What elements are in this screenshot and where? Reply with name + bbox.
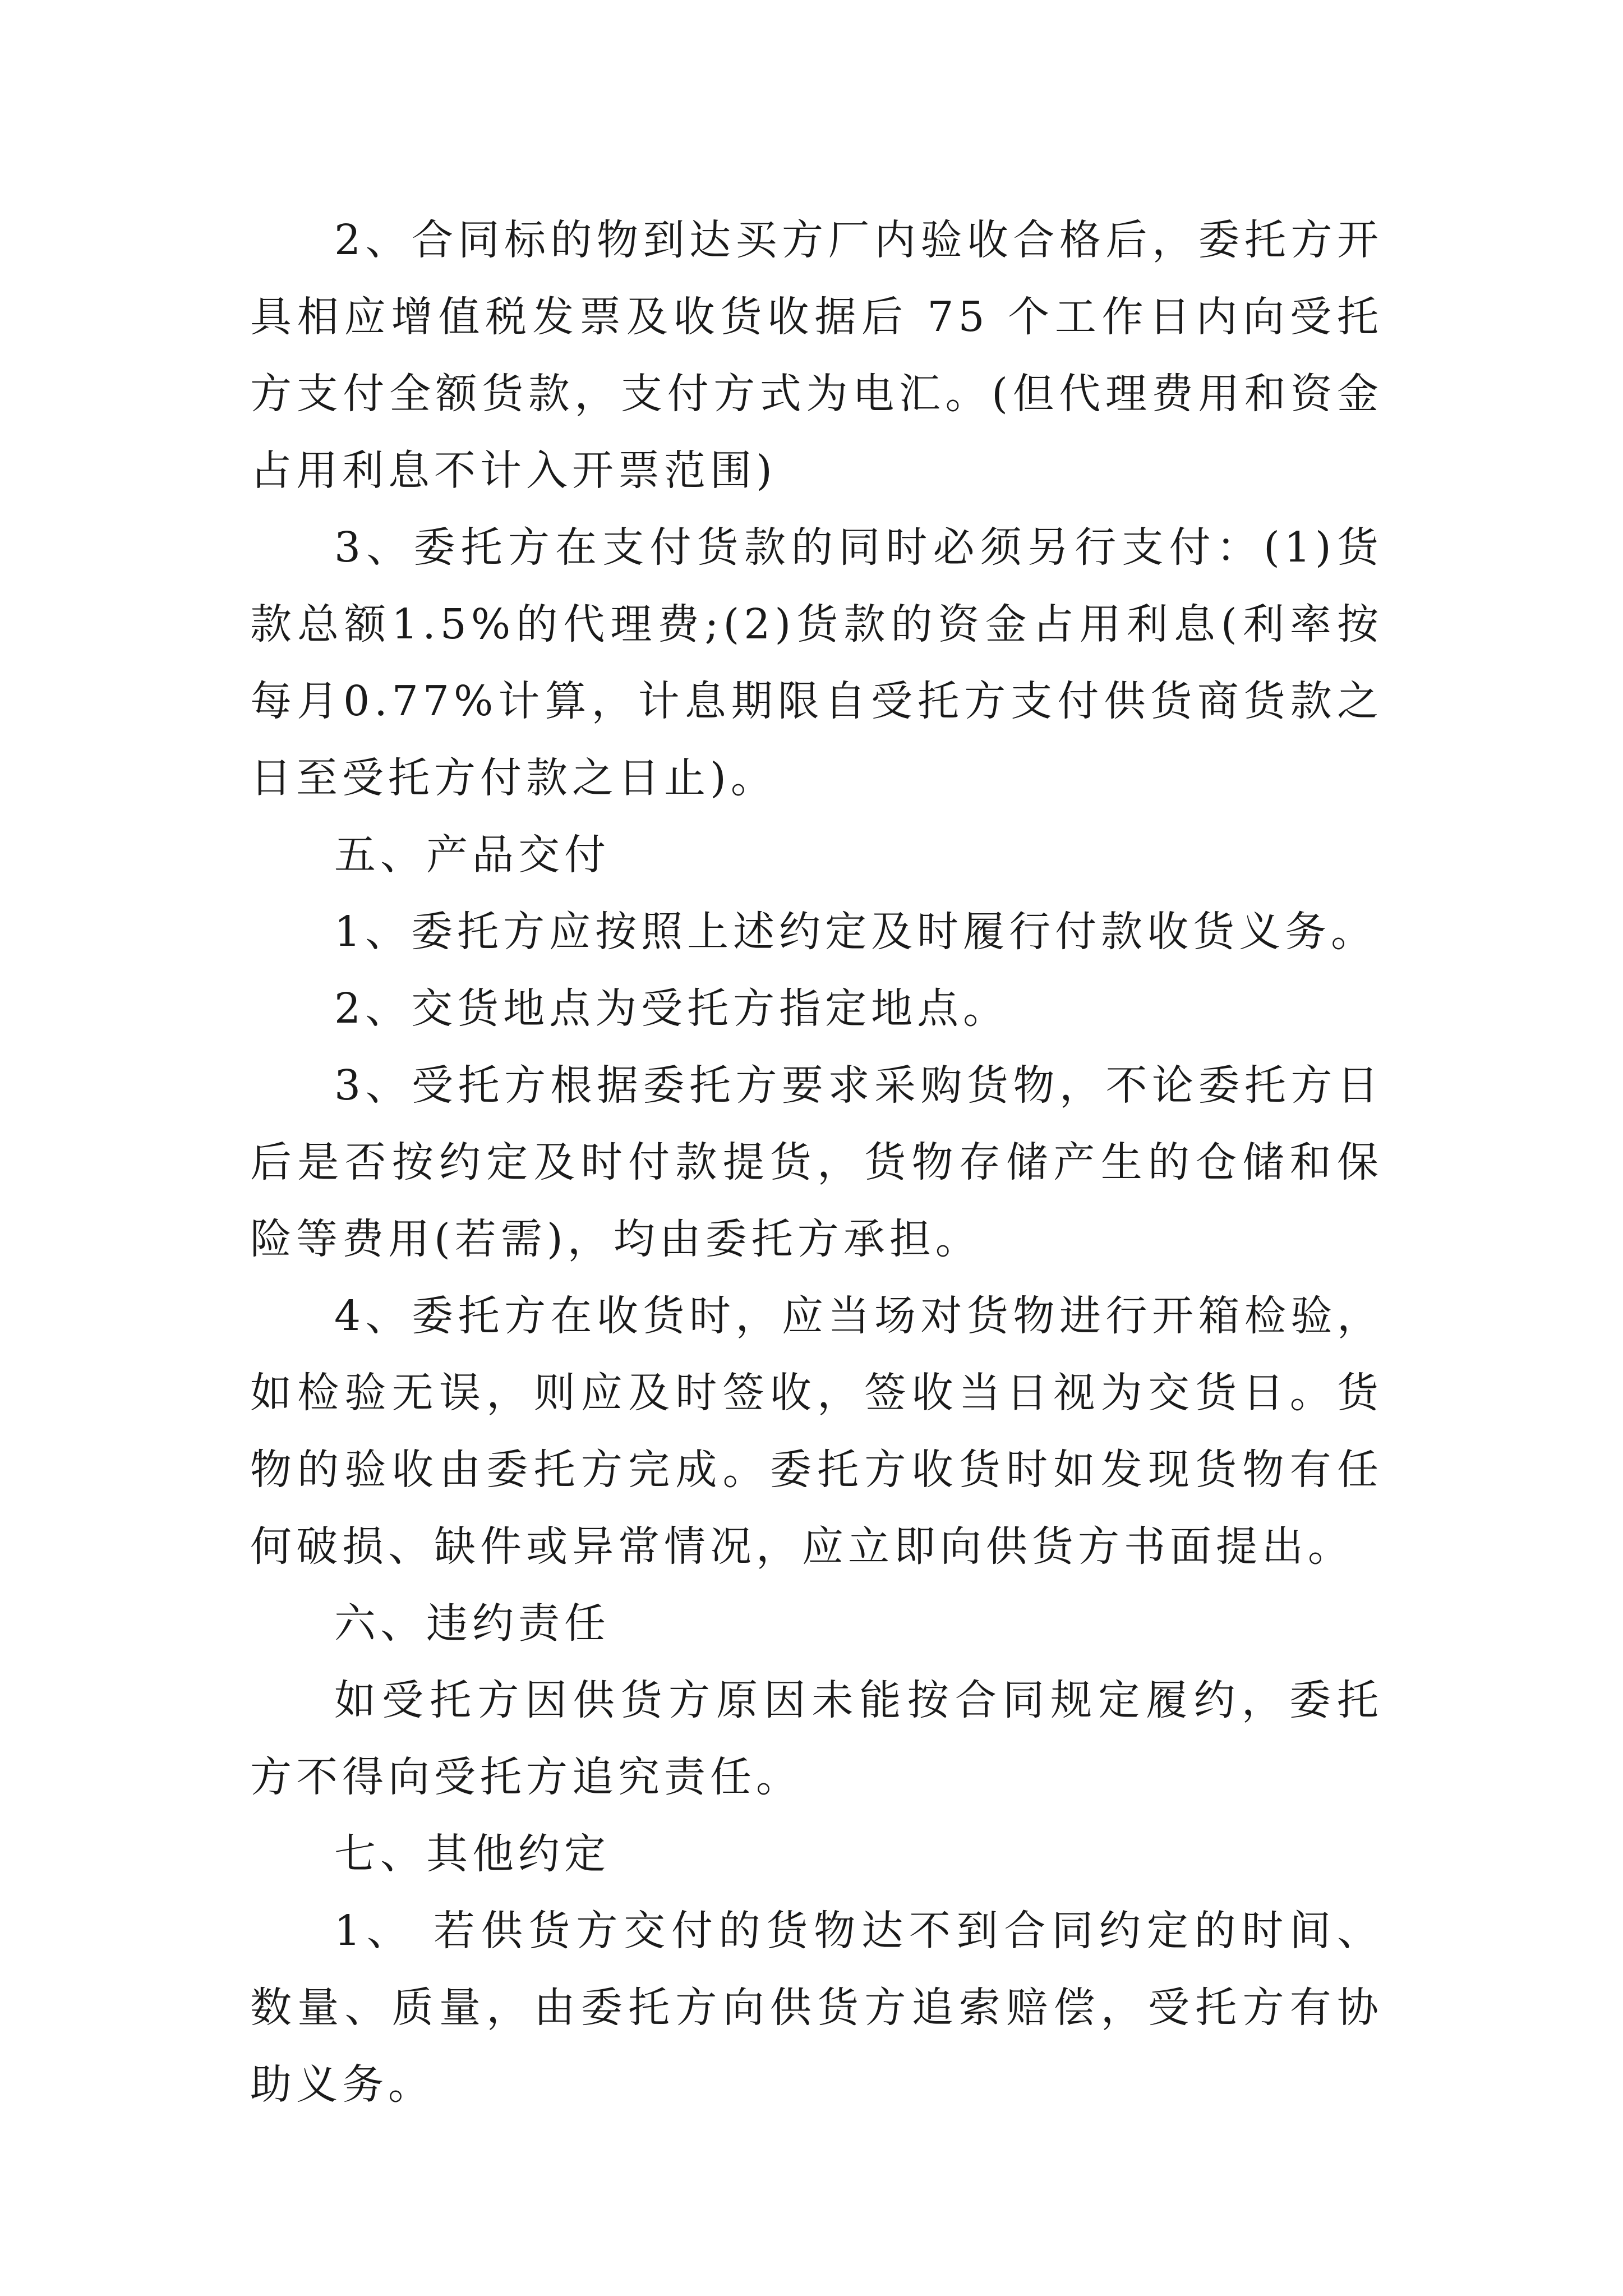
section-heading-other: 七、其他约定 [334,1830,610,1878]
clause-payment-2: 2、合同标的物到达买方厂内验收合格后，委托方开具相应增值税发票及收货收据后 75 个工作日内向受托方支付全额货款，支付方式为电汇。(但代理费用和资金占用利息不计入开票范围) [250,216,1383,495]
clause-delivery-3: 3、受托方根据委托方要求采购货物，不论委托方日后是否按约定及时付款提货，货物存储产生的仓储和保险等费用(若需)，均由委托方承担。 [250,1061,1383,1263]
document-page [250,202,1383,2123]
clause-other-1: 1、 若供货方交付的货物达不到合同约定的时间、数量、质量，由委托方向供货方追索赔偿，受托方有协助义务。 [250,1907,1383,2109]
clause-delivery-1: 1、委托方应按照上述约定及时履行付款收货义务。 [334,908,1377,956]
clause-delivery-2: 2、交货地点为受托方指定地点。 [334,984,1009,1033]
clause-liability: 如受托方因供货方原因未能按合同规定履约，委托方不得向受托方追究责任。 [250,1676,1383,1801]
clause-payment-3: 3、委托方在支付货款的同时必须另行支付：(1)货款总额1.5%的代理费;(2)货款的资金占用利息(利率按每月0.77%计算，计息期限自受托方支付供货商货款之日至受托方付款之日止)。 [250,523,1383,802]
section-heading-liability: 六、违约责任 [334,1599,610,1648]
clause-delivery-4: 4、委托方在收货时，应当场对货物进行开箱检验，如检验无误，则应及时签收，签收当日视为交货日。货物的验收由委托方完成。委托方收货时如发现货物有任何破损、缺件或异常情况，应立即向供货方书面提出。 [250,1292,1383,1571]
section-heading-delivery: 五、产品交付 [334,831,610,879]
